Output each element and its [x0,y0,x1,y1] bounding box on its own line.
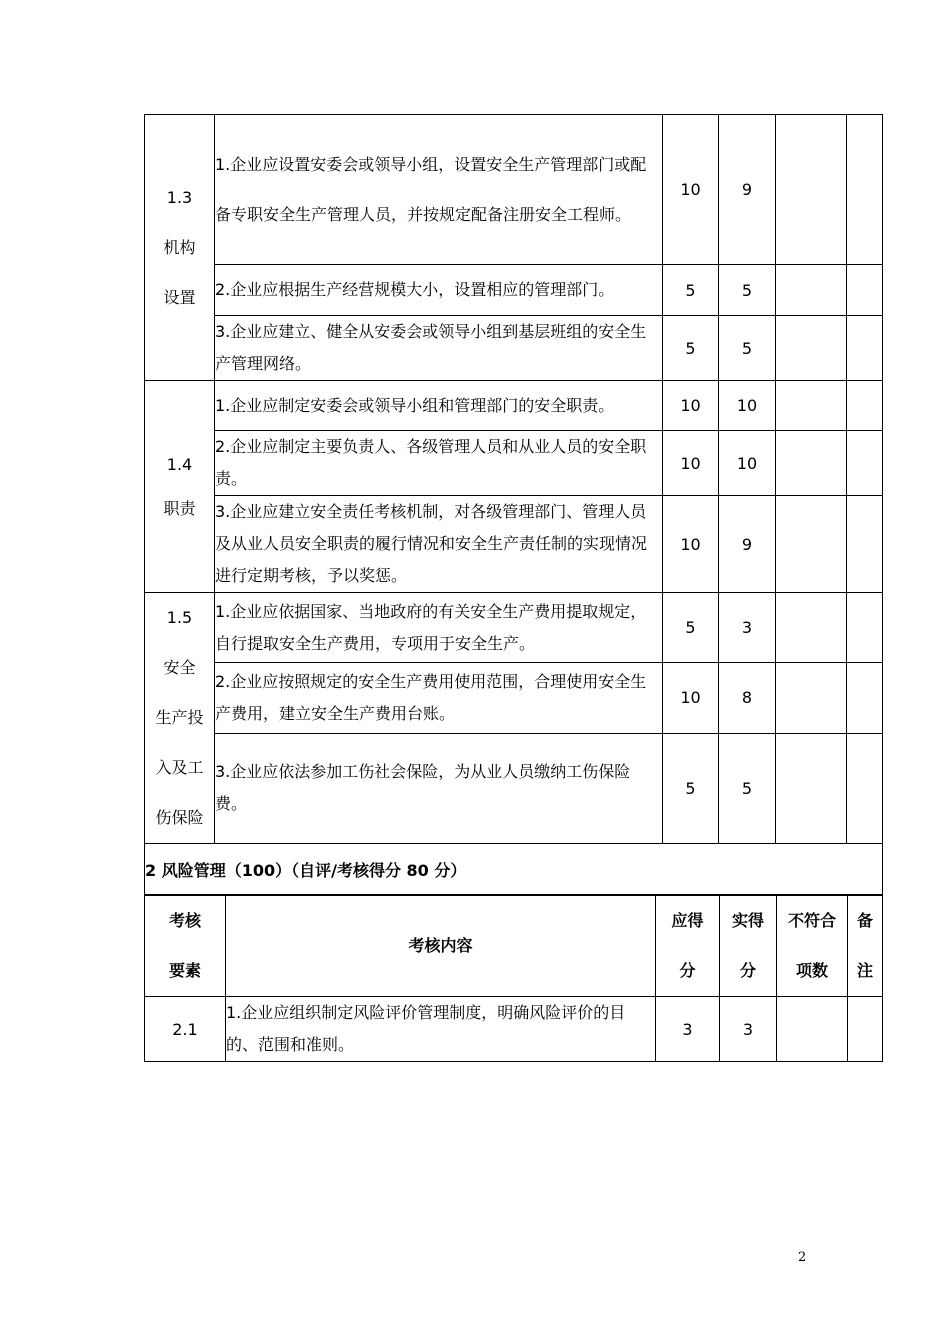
element-cell: 2.1 [145,997,226,1062]
header-line: 要素 [168,961,201,980]
note-cell [847,115,883,265]
content-cell: 3.企业应建立、健全从安委会或领导小组到基层班组的安全生产管理网络。 [215,316,663,381]
noncompliance-cell [776,381,847,431]
actual-score-cell: 5 [719,316,776,381]
table-row [145,316,883,381]
note-cell [847,316,883,381]
content-cell: 2.企业应按照规定的安全生产费用使用范围，合理使用安全生产费用，建立安全生产费用台账。 [215,663,663,733]
header-content: 考核内容 [226,896,656,997]
noncompliance-cell [776,733,847,843]
element-line: 设置 [163,287,196,307]
note-cell [847,496,883,593]
content-cell: 3.企业应依法参加工伤社会保险，为从业人员缴纳工伤保险费。 [215,733,663,843]
noncompliance-cell [776,115,847,265]
table-row [145,381,883,431]
actual-score-cell: 10 [719,381,776,431]
element-cell [145,593,215,844]
table-row [145,997,883,1062]
table-row [145,431,883,496]
table-row [145,265,883,316]
should-score-cell: 5 [663,265,719,316]
assessment-table-1 [144,114,882,1062]
actual-score-cell: 3 [719,593,776,663]
note-cell [847,381,883,431]
content-cell: 3.企业应建立安全责任考核机制，对各级管理部门、管理人员及从业人员安全职责的履行情况和安全生产责任制的实现情况进行定期考核，予以奖惩。 [215,496,663,593]
header-line: 实得 [731,911,764,930]
header-line: 分 [679,961,696,980]
content-cell: 2.企业应根据生产经营规模大小，设置相应的管理部门。 [215,265,663,316]
table-row [145,496,883,593]
header-should-score [656,896,720,997]
actual-score-cell: 9 [719,115,776,265]
actual-score-cell: 10 [719,431,776,496]
should-score-cell: 5 [663,316,719,381]
should-score-cell: 5 [663,733,719,843]
note-cell [848,997,883,1062]
actual-score-cell: 8 [719,663,776,733]
noncompliance-cell [776,496,847,593]
table-row [145,844,883,895]
noncompliance-cell [776,316,847,381]
actual-score-cell: 3 [720,997,777,1062]
table-row [145,663,883,733]
actual-score-cell: 5 [719,733,776,843]
should-score-cell: 10 [663,381,719,431]
header-line: 注 [856,961,873,980]
element-line: 职责 [163,498,196,518]
element-line: 伤保险 [155,808,204,827]
note-cell [847,593,883,663]
noncompliance-cell [776,265,847,316]
noncompliance-cell [777,997,848,1062]
element-line: 生产投 [155,708,204,727]
element-line: 安全 [163,658,196,677]
should-score-cell: 5 [663,593,719,663]
should-score-cell: 3 [656,997,720,1062]
header-noncompliance [777,896,848,997]
header-element [145,896,226,997]
header-line: 分 [739,961,756,980]
header-line: 考核 [168,911,201,930]
header-note [848,896,883,997]
noncompliance-cell [776,663,847,733]
table-row [145,115,883,265]
header-line: 不符合 [787,911,836,930]
should-score-cell: 10 [663,115,719,265]
actual-score-cell: 9 [719,496,776,593]
section-title: 2 风险管理（100）（自评/考核得分 80 分） [145,844,883,895]
noncompliance-cell [776,431,847,496]
should-score-cell: 10 [663,431,719,496]
table-header-row [145,896,883,997]
should-score-cell: 10 [663,496,719,593]
content-cell: 1.企业应组织制定风险评价管理制度，明确风险评价的目的、范围和准则。 [226,997,656,1062]
header-line: 备 [856,911,873,930]
element-cell [145,115,215,381]
note-cell [847,663,883,733]
actual-score-cell: 5 [719,265,776,316]
noncompliance-cell [776,593,847,663]
element-line: 机构 [163,237,196,257]
should-score-cell: 10 [663,663,719,733]
table-row [145,733,883,843]
assessment-table-2 [144,895,883,1062]
header-line: 项数 [795,961,828,980]
element-line: 1.3 [166,187,193,207]
page-number: 2 [798,1250,807,1265]
note-cell [847,733,883,843]
note-cell [847,431,883,496]
element-line: 1.5 [166,608,193,627]
note-cell [847,265,883,316]
table-row [145,593,883,663]
content-cell: 1.企业应依据国家、当地政府的有关安全生产费用提取规定，自行提取安全生产费用，专项用于安全生产。 [215,593,663,663]
content-cell: 1.企业应制定安委会或领导小组和管理部门的安全职责。 [215,381,663,431]
element-line: 1.4 [166,454,193,474]
content-cell: 1.企业应设置安委会或领导小组，设置安全生产管理部门或配备专职安全生产管理人员，并按规定配备注册安全工程师。 [215,115,663,265]
header-actual-score [720,896,777,997]
content-cell: 2.企业应制定主要负责人、各级管理人员和从业人员的安全职责。 [215,431,663,496]
element-cell [145,381,215,593]
element-line: 入及工 [155,758,204,777]
header-line: 应得 [671,911,704,930]
